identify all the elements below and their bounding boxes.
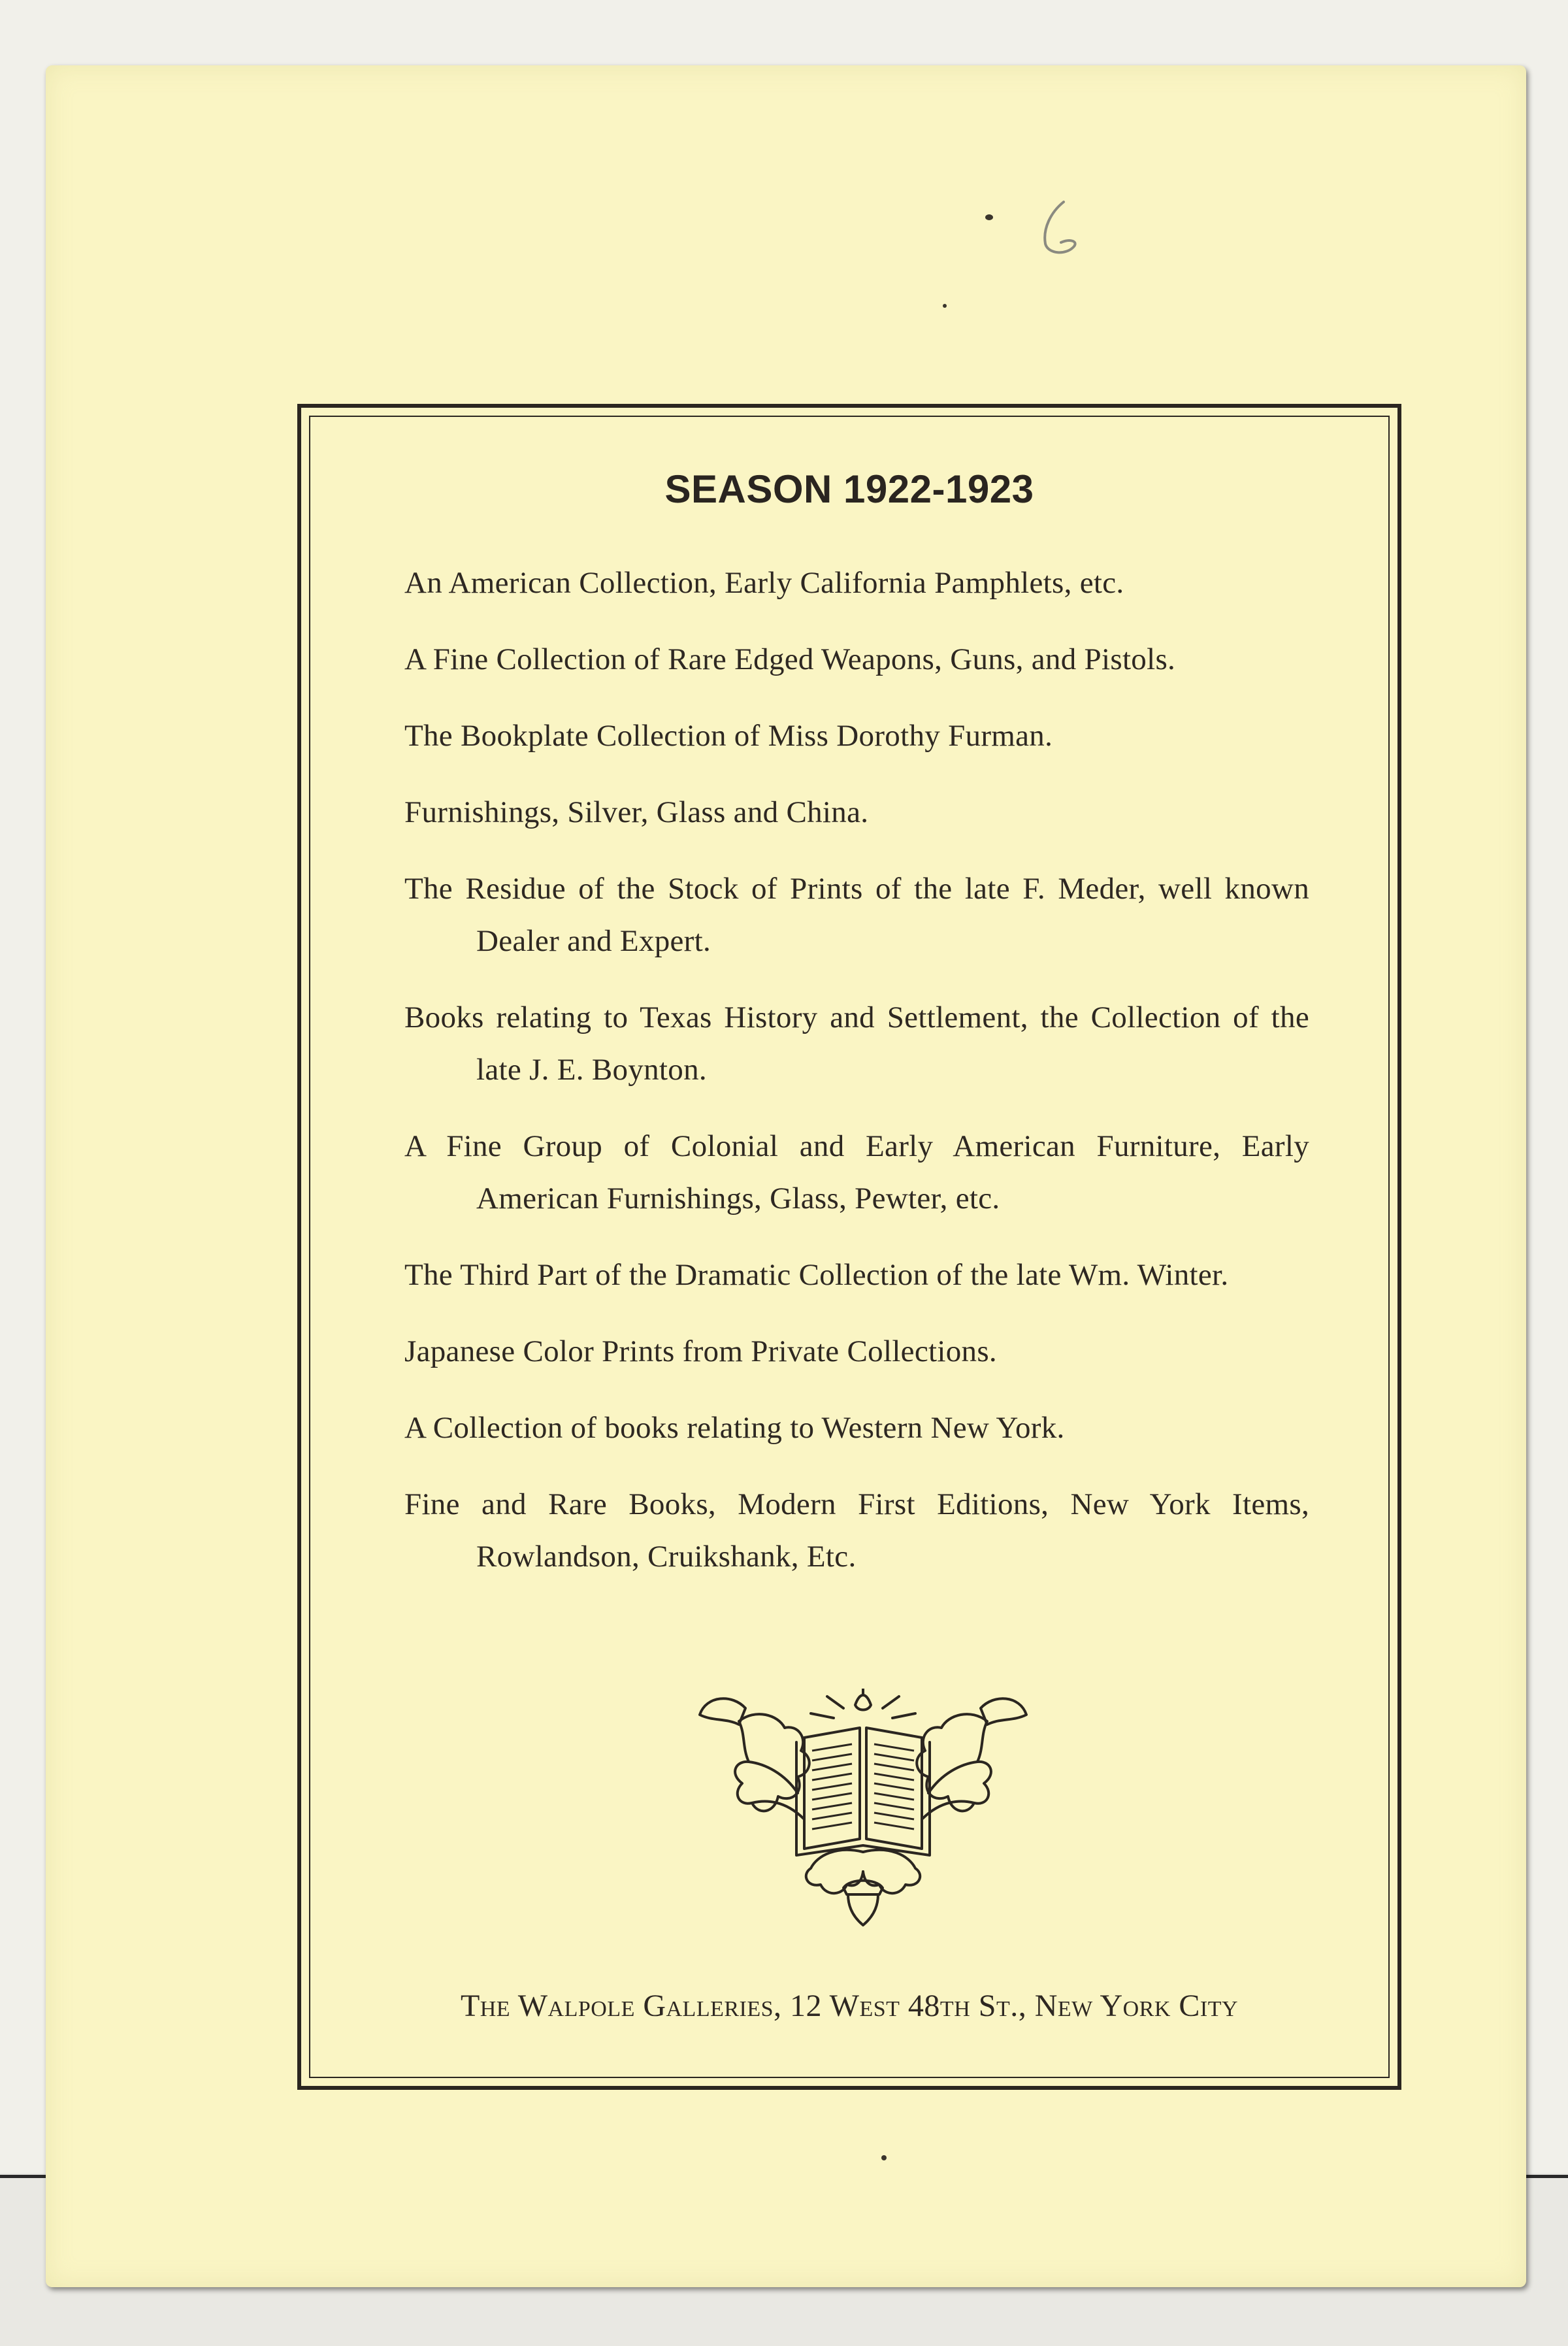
sale-item: A Fine Group of Colonial and Early American Furniture, Early American Furnishings, Glass, Pewter, etc. [404,1129,1309,1215]
sale-item: The Third Part of the Dramatic Collection of the late Wm. Winter. [404,1258,1229,1292]
sale-item: Fine and Rare Books, Modern First Editions, New York Items, Rowlandson, Cruikshank, Etc. [404,1487,1309,1574]
sale-item: Books relating to Texas History and Settlement, the Collection of the late J. E. Boynton. [404,1000,1309,1087]
paper-speck [881,2155,887,2160]
pencil-annotation [1037,199,1083,261]
season-title: SEASON 1922-1923 [664,467,1034,511]
open-book-emblem-icon [693,1689,1033,1937]
sale-item: An American Collection, Early California Pamphlets, etc. [404,566,1124,600]
sale-item: The Bookplate Collection of Miss Dorothy Furman. [404,719,1053,753]
sale-item: Furnishings, Silver, Glass and China. [404,795,869,829]
sale-list [404,557,1309,1607]
double-rule-border [297,404,1401,2090]
paper-speck [943,304,947,308]
sale-item: Japanese Color Prints from Private Collections. [404,1334,997,1368]
paper-speck [985,214,993,220]
sale-item: The Residue of the Stock of Prints of the late F. Meder, well known Dealer and Expert. [404,872,1309,958]
sale-item: A Fine Collection of Rare Edged Weapons, Guns, and Pistols. [404,642,1176,676]
sale-item: A Collection of books relating to Western New York. [404,1411,1065,1445]
publisher-imprint: The Walpole Galleries, 12 West 48th St., New York City [460,1989,1239,2023]
catalogue-back-cover [46,65,1526,2287]
